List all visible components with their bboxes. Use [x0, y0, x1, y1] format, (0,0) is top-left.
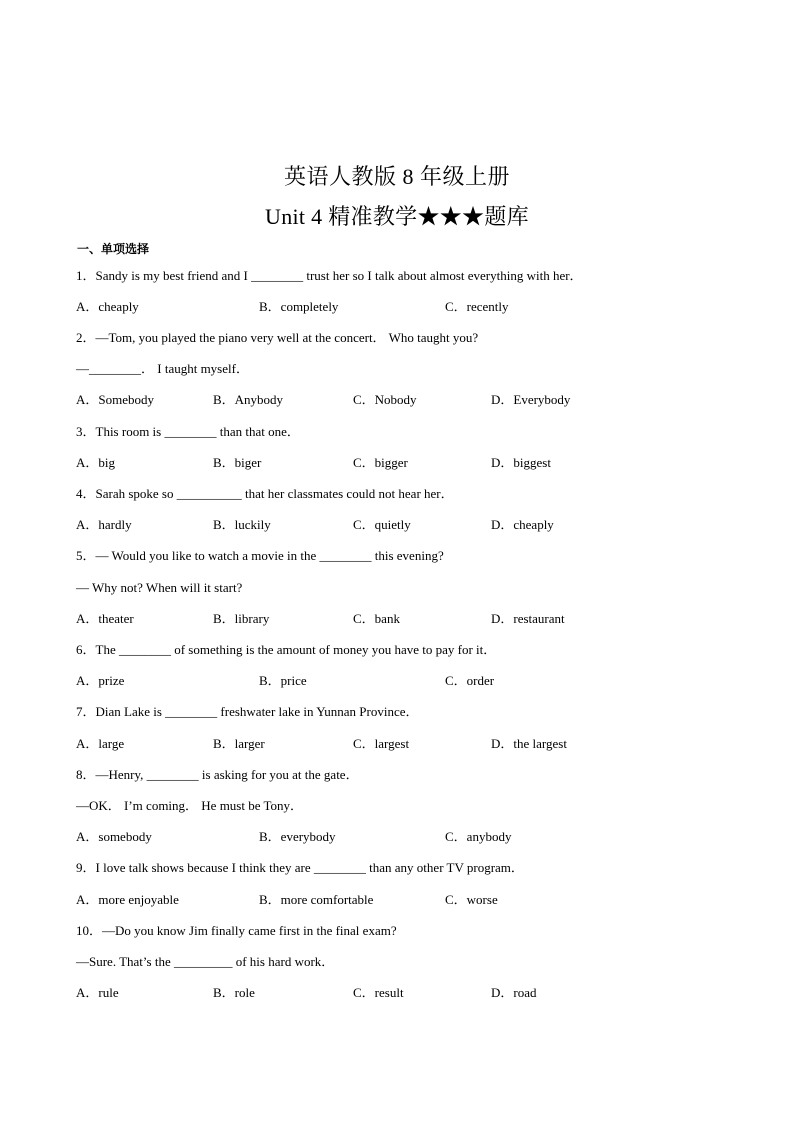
question-5-stem-reply: — Why not? When will it start?: [76, 580, 243, 595]
question-3-option-b[interactable]: B．biger: [213, 455, 262, 470]
question-10-option-c[interactable]: C．result: [353, 985, 404, 1000]
question-1-stem: 1．Sandy is my best friend and I ________ trust her so I talk about almost everything with her．: [76, 268, 583, 283]
question-8-option-a[interactable]: A．somebody: [76, 829, 152, 844]
question-6-stem: 6．The ________ of something is the amount of money you have to pay for it．: [76, 642, 497, 657]
question-10-stem-reply: —Sure. That’s the _________ of his hard work．: [76, 954, 335, 969]
question-10-option-d[interactable]: D．road: [491, 985, 537, 1000]
question-8-option-c[interactable]: C．anybody: [445, 829, 512, 844]
question-5-stem: 5．— Would you like to watch a movie in the ________ this evening?: [76, 548, 444, 563]
question-6-option-c[interactable]: C．order: [445, 673, 495, 688]
question-5-option-a[interactable]: A．theater: [76, 611, 134, 626]
question-2-option-b[interactable]: B．Anybody: [213, 392, 284, 407]
question-9-stem: 9．I love talk shows because I think they are ________ than any other TV program．: [76, 860, 524, 875]
document-subtitle: Unit 4 精准教学★★★题库: [265, 204, 529, 229]
question-7-stem: 7．Dian Lake is ________ freshwater lake in Yunnan Province．: [76, 704, 419, 719]
question-10-stem: 10．—Do you know Jim finally came first in the final exam?: [76, 923, 397, 938]
question-6-option-a[interactable]: A．prize: [76, 673, 125, 688]
question-2-stem: 2．—Tom, you played the piano very well at the concert． Who taught you?: [76, 330, 479, 345]
question-8-stem: 8．—Henry, ________ is asking for you at the gate．: [76, 767, 359, 782]
question-4-option-d[interactable]: D．cheaply: [491, 517, 554, 532]
question-9-option-c[interactable]: C．worse: [445, 892, 498, 907]
question-9-option-a[interactable]: A．more enjoyable: [76, 892, 179, 907]
question-5-option-d[interactable]: D．restaurant: [491, 611, 565, 626]
question-4-option-a[interactable]: A．hardly: [76, 517, 132, 532]
question-9-option-b[interactable]: B．more comfortable: [259, 892, 374, 907]
question-3-option-c[interactable]: C．bigger: [353, 455, 408, 470]
question-2-option-d[interactable]: D．Everybody: [491, 392, 571, 407]
question-10-option-a[interactable]: A．rule: [76, 985, 119, 1000]
section-heading: 一、单项选择: [77, 242, 150, 256]
question-3-stem: 3．This room is ________ than that one．: [76, 424, 300, 439]
question-2-option-c[interactable]: C．Nobody: [353, 392, 417, 407]
question-5-option-c[interactable]: C．bank: [353, 611, 400, 626]
question-2-stem-reply: —________． I taught myself．: [76, 361, 249, 376]
question-8-option-b[interactable]: B．everybody: [259, 829, 336, 844]
question-7-option-c[interactable]: C．largest: [353, 736, 410, 751]
question-7-option-d[interactable]: D．the largest: [491, 736, 567, 751]
question-4-option-c[interactable]: C．quietly: [353, 517, 411, 532]
question-4-option-b[interactable]: B．luckily: [213, 517, 271, 532]
question-2-option-a[interactable]: A．Somebody: [76, 392, 155, 407]
document-title: 英语人教版 8 年级上册: [283, 164, 510, 189]
question-1-option-a[interactable]: A．cheaply: [76, 299, 139, 314]
question-1-option-c[interactable]: C．recently: [445, 299, 509, 314]
question-3-option-d[interactable]: D．biggest: [491, 455, 551, 470]
question-4-stem: 4．Sarah spoke so __________ that her classmates could not hear her．: [76, 486, 454, 501]
question-8-stem-reply: —OK． I’m coming． He must be Tony．: [76, 798, 304, 813]
question-1-option-b[interactable]: B．completely: [259, 299, 339, 314]
question-7-option-b[interactable]: B．larger: [213, 736, 265, 751]
question-7-option-a[interactable]: A．large: [76, 736, 125, 751]
question-6-option-b[interactable]: B．price: [259, 673, 307, 688]
question-3-option-a[interactable]: A．big: [76, 455, 116, 470]
question-10-option-b[interactable]: B．role: [213, 985, 255, 1000]
question-5-option-b[interactable]: B．library: [213, 611, 270, 626]
